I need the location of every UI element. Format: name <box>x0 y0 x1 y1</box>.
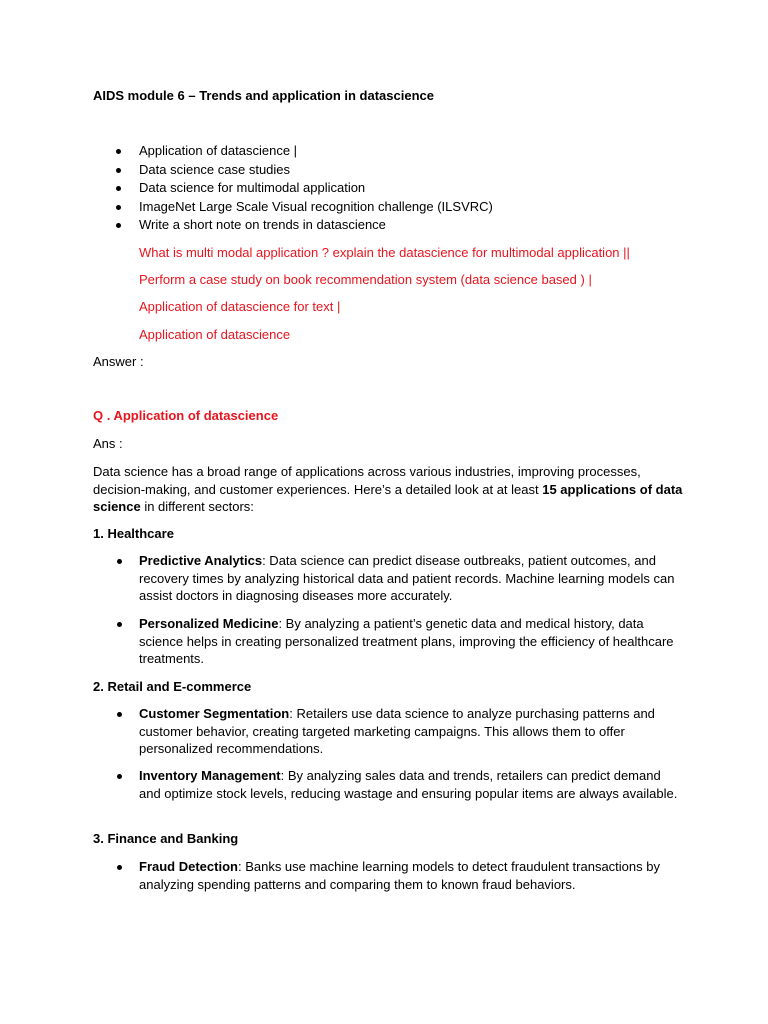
bullet-icon <box>117 774 122 779</box>
list-item: Data science case studies <box>93 161 493 180</box>
intro-paragraph: Data science has a broad range of applications across various industries, improving processes, decision-making, and customer experiences. Here’s a detailed look at at least 15 applications of data science in different sectors: <box>93 464 683 514</box>
ans-label: Ans : <box>93 436 123 451</box>
bullet-icon <box>116 186 121 191</box>
document-title: AIDS module 6 – Trends and application in datascience <box>93 88 434 103</box>
bullet-icon <box>117 865 122 870</box>
list-item: ImageNet Large Scale Visual recognition challenge (ILSVRC) <box>93 198 493 217</box>
bullet-icon <box>116 205 121 210</box>
topic-list <box>93 142 493 235</box>
answer-label: Answer : <box>93 354 144 369</box>
list-item: Application of datascience | <box>93 142 493 161</box>
bullet-icon <box>117 622 122 627</box>
question-heading: Q . Application of datascience <box>93 408 279 423</box>
section-heading: 1. Healthcare <box>93 526 174 541</box>
red-question: Application of datascience <box>139 327 291 342</box>
list-item: Data science for multimodal application <box>93 179 493 198</box>
bullet-icon <box>116 149 121 154</box>
red-question: Perform a case study on book recommendation system (data science based ) | <box>139 272 592 287</box>
list-item: Fraud Detection: Banks use machine learning models to detect fraudulent transactions by analyzing spending patterns and comparing them to known fraud behaviors. <box>139 859 660 892</box>
bullet-icon <box>116 168 121 173</box>
list-item: Personalized Medicine: By analyzing a patient’s genetic data and medical history, data science helps in creating personalized treatment plans, improving the efficiency of healthcare treatments. <box>139 616 674 666</box>
section-heading: 2. Retail and E-commerce <box>93 679 252 694</box>
bullet-icon <box>117 559 122 564</box>
list-item: Inventory Management: By analyzing sales data and trends, retailers can predict demand and optimize stock levels, reducing wastage and ensuring popular items are always available. <box>139 768 678 801</box>
section-heading: 3. Finance and Banking <box>93 831 239 846</box>
red-question: What is multi modal application ? explain the datascience for multimodal application || <box>139 245 630 260</box>
list-item: Write a short note on trends in datascience <box>93 216 493 235</box>
bullet-icon <box>117 712 122 717</box>
bullet-icon <box>116 223 121 228</box>
red-question: Application of datascience for text | <box>139 299 341 314</box>
list-item: Customer Segmentation: Retailers use data science to analyze purchasing patterns and customer behavior, creating targeted marketing campaigns. This allows them to offer personalized recommendations. <box>139 706 655 756</box>
list-item: Predictive Analytics: Data science can predict disease outbreaks, patient outcomes, and recovery times by analyzing historical data and patient records. Machine learning models can assist doctors in diagnosing diseases more accurately. <box>139 553 675 603</box>
